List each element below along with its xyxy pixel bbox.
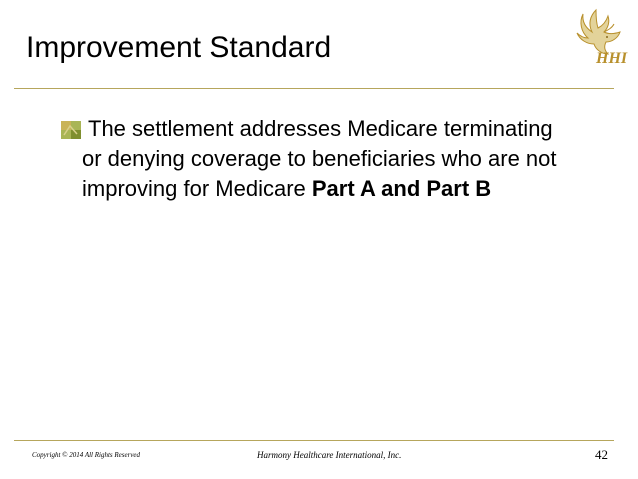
slide-title: Improvement Standard <box>26 31 332 64</box>
bullet-text-lead: The settlement addresses Medicare terminating or denying coverage to beneficiaries who are not improving for Medicare <box>82 116 557 201</box>
title-divider <box>14 88 614 89</box>
bullet-text <box>82 114 560 204</box>
footer-divider <box>14 440 614 441</box>
bullet-text-bold: Part A and Part B <box>311 176 492 201</box>
hhi-logo <box>574 6 630 74</box>
leaf-bullet-icon <box>60 120 82 140</box>
page-number: 42 <box>595 447 608 462</box>
logo-text: HHI <box>596 50 628 67</box>
footer-company: Harmony Healthcare International, Inc. <box>257 450 402 460</box>
footer-copyright: Copyright © 2014 All Rights Reserved <box>32 451 141 459</box>
